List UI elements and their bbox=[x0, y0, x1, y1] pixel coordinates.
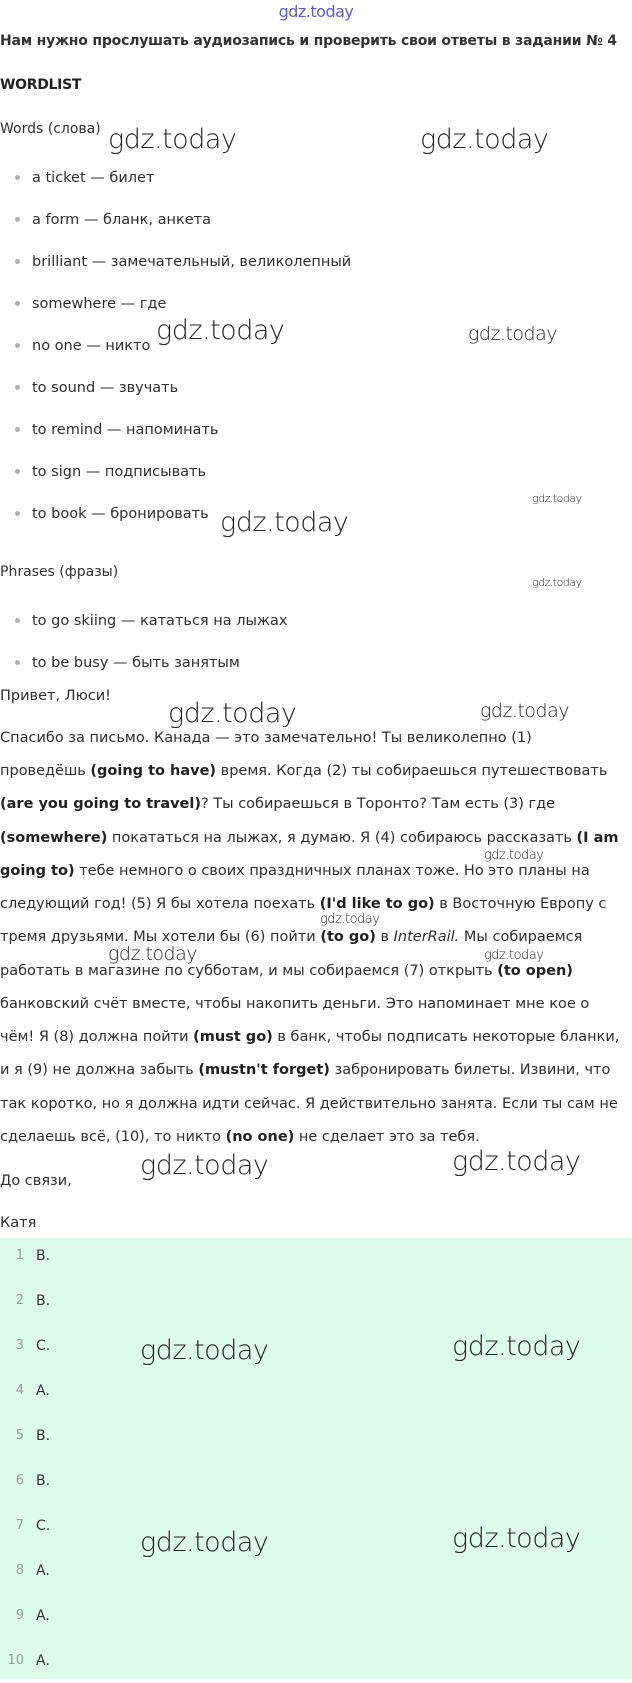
answer-value: A. bbox=[36, 1608, 50, 1624]
text: сделаешь всё, (10), то никто bbox=[0, 1129, 226, 1145]
text: ? Ты собираешься в Торонто? Там есть (3) где bbox=[200, 796, 556, 812]
bullet-dot-icon bbox=[15, 511, 20, 516]
letter-line: банковский счёт вместе, чтобы накопить деньги. Это напоминает мне кое о bbox=[0, 996, 590, 1012]
letter-line bbox=[0, 1029, 619, 1045]
watermark: gdz.today bbox=[452, 1331, 581, 1362]
word-entry: to remind — напоминать bbox=[32, 422, 219, 438]
text: тебе немного о своих праздничных планах тоже. Но это планы на bbox=[74, 863, 590, 879]
text: время. Когда (2) ты собираешься путешествовать bbox=[216, 763, 608, 779]
watermark: gdz.today bbox=[156, 315, 285, 346]
watermark: gdz.today bbox=[140, 1150, 269, 1181]
answer-number: 9 bbox=[15, 1608, 24, 1623]
watermark: gdz.today bbox=[420, 124, 549, 155]
answer-text: (I am bbox=[576, 830, 619, 846]
text: работать в магазине по субботам, и мы собираемся (7) открыть bbox=[0, 963, 498, 979]
answer-number: 4 bbox=[15, 1383, 24, 1398]
letter-line bbox=[0, 963, 573, 979]
list-item bbox=[0, 613, 287, 629]
word-entry: brilliant — замечательный, великолепный bbox=[32, 254, 352, 270]
watermark: gdz.today bbox=[532, 576, 582, 589]
answers-block bbox=[0, 1238, 632, 1679]
text: покататься на лыжах, я думаю. Я (4) собираюсь рассказать bbox=[107, 830, 577, 846]
text: тремя друзьями. Мы хотели бы (6) пойти bbox=[0, 929, 321, 945]
answer-number: 2 bbox=[15, 1293, 24, 1308]
watermark: gdz.today bbox=[532, 492, 582, 505]
answer-value: A. bbox=[36, 1653, 50, 1669]
watermark: gdz.today bbox=[480, 700, 569, 722]
watermark: gdz.today bbox=[452, 1146, 581, 1177]
list-item bbox=[0, 254, 351, 270]
word-entry: somewhere — где bbox=[32, 296, 167, 312]
letter-greeting: Привет, Люси! bbox=[0, 688, 111, 704]
phrase-entry: to go skiing — кататься на лыжах bbox=[32, 613, 288, 629]
text: проведёшь bbox=[0, 763, 91, 779]
bullet-dot-icon bbox=[15, 175, 20, 180]
letter-line bbox=[0, 830, 619, 846]
text: следующий год! (5) Я бы хотела поехать bbox=[0, 896, 320, 912]
list-item bbox=[0, 655, 240, 671]
answer-text: (I'd like to go) bbox=[319, 896, 435, 912]
answer-value: C. bbox=[36, 1518, 51, 1534]
answer-value: C. bbox=[36, 1338, 51, 1354]
answer-number: 8 bbox=[15, 1563, 24, 1578]
word-entry: a ticket — билет bbox=[32, 170, 155, 186]
list-item bbox=[0, 506, 209, 522]
answer-text: (to open) bbox=[497, 963, 573, 979]
bullet-dot-icon bbox=[15, 427, 20, 432]
watermark: gdz.today bbox=[168, 698, 297, 729]
text: в bbox=[375, 929, 394, 945]
watermark: gdz.today bbox=[468, 323, 557, 345]
phrase-entry: to be busy — быть занятым bbox=[32, 655, 240, 671]
list-item bbox=[0, 296, 166, 312]
word-entry: a form — бланк, анкета bbox=[32, 212, 211, 228]
text: в Восточную Европу с bbox=[434, 896, 607, 912]
wordlist-heading: WORDLIST bbox=[0, 77, 82, 93]
text: в банк, чтобы подписать некоторые бланки, bbox=[272, 1029, 620, 1045]
list-item bbox=[0, 422, 218, 438]
letter-signature: Катя bbox=[0, 1215, 37, 1231]
answer-text: (mustn't forget) bbox=[198, 1062, 330, 1078]
answer-value: A. bbox=[36, 1383, 50, 1399]
watermark: gdz.today bbox=[452, 1523, 581, 1554]
bullet-dot-icon bbox=[15, 259, 20, 264]
answer-number: 5 bbox=[15, 1428, 24, 1443]
bullet-dot-icon bbox=[15, 217, 20, 222]
word-entry: no one — никто bbox=[32, 338, 151, 354]
answer-number: 7 bbox=[15, 1518, 24, 1533]
answer-text: (going to have) bbox=[90, 763, 217, 779]
watermark: gdz.today bbox=[140, 1527, 269, 1558]
answer-text: (must go) bbox=[193, 1029, 273, 1045]
answer-value: B. bbox=[36, 1428, 51, 1444]
phrases-heading: Phrases (фразы) bbox=[0, 564, 119, 580]
answer-text: going to) bbox=[0, 863, 75, 879]
watermark: gdz.today bbox=[484, 948, 544, 963]
word-entry: to sound — звучать bbox=[32, 380, 179, 396]
letter-line bbox=[0, 896, 606, 912]
answer-text: (to go) bbox=[320, 929, 376, 945]
list-item bbox=[0, 212, 211, 228]
answer-text: (no one) bbox=[225, 1129, 295, 1145]
watermark: gdz.today bbox=[108, 124, 237, 155]
answer-value: A. bbox=[36, 1563, 50, 1579]
text: не сделает это за тебя. bbox=[294, 1129, 480, 1145]
text: Мы собираемся bbox=[459, 929, 583, 945]
word-entry: to book — бронировать bbox=[32, 506, 209, 522]
bullet-dot-icon bbox=[15, 469, 20, 474]
answer-number: 1 bbox=[15, 1248, 24, 1263]
answer-number: 3 bbox=[15, 1338, 24, 1353]
list-item bbox=[0, 464, 206, 480]
word-entry: to sign — подписывать bbox=[32, 464, 206, 480]
italic-text: InterRail. bbox=[393, 929, 460, 945]
words-heading: Words (слова) bbox=[0, 121, 101, 137]
watermark: gdz.today bbox=[108, 943, 197, 965]
task-intro: Нам нужно прослушать аудиозапись и проверить свои ответы в задании № 4 bbox=[0, 33, 617, 49]
list-item bbox=[0, 338, 150, 354]
answer-value: B. bbox=[36, 1293, 51, 1309]
watermark: gdz.today bbox=[484, 848, 544, 863]
text: забронировать билеты. Извини, что bbox=[329, 1062, 611, 1078]
bullet-dot-icon bbox=[15, 343, 20, 348]
letter-line bbox=[0, 929, 582, 945]
letter-line bbox=[0, 763, 607, 779]
letter-line: Спасибо за письмо. Канада — это замечательно! Ты великолепно (1) bbox=[0, 730, 532, 746]
watermark: gdz.today bbox=[320, 912, 380, 927]
answer-text: (are you going to travel) bbox=[0, 796, 201, 812]
list-item bbox=[0, 380, 178, 396]
site-logo[interactable]: gdz.today bbox=[278, 2, 354, 21]
bullet-dot-icon bbox=[15, 618, 20, 623]
bullet-dot-icon bbox=[15, 301, 20, 306]
bullet-dot-icon bbox=[15, 385, 20, 390]
text: чём! Я (8) должна пойти bbox=[0, 1029, 194, 1045]
answer-value: B. bbox=[36, 1473, 51, 1489]
list-item bbox=[0, 170, 154, 186]
letter-line bbox=[0, 796, 555, 812]
answer-number: 10 bbox=[7, 1653, 24, 1668]
text: и я (9) не должна забыть bbox=[0, 1062, 199, 1078]
watermark: gdz.today bbox=[140, 1335, 269, 1366]
letter-line bbox=[0, 1062, 610, 1078]
watermark: gdz.today bbox=[220, 507, 349, 538]
letter-line bbox=[0, 1129, 480, 1145]
letter-closing: До связи, bbox=[0, 1173, 72, 1189]
answer-number: 6 bbox=[15, 1473, 24, 1488]
answer-text: (somewhere) bbox=[0, 830, 108, 846]
letter-line: так коротко, но я должна идти сейчас. Я действительно занята. Если ты сам не bbox=[0, 1096, 618, 1112]
answer-value: B. bbox=[36, 1248, 51, 1264]
bullet-dot-icon bbox=[15, 660, 20, 665]
letter-line bbox=[0, 863, 590, 879]
